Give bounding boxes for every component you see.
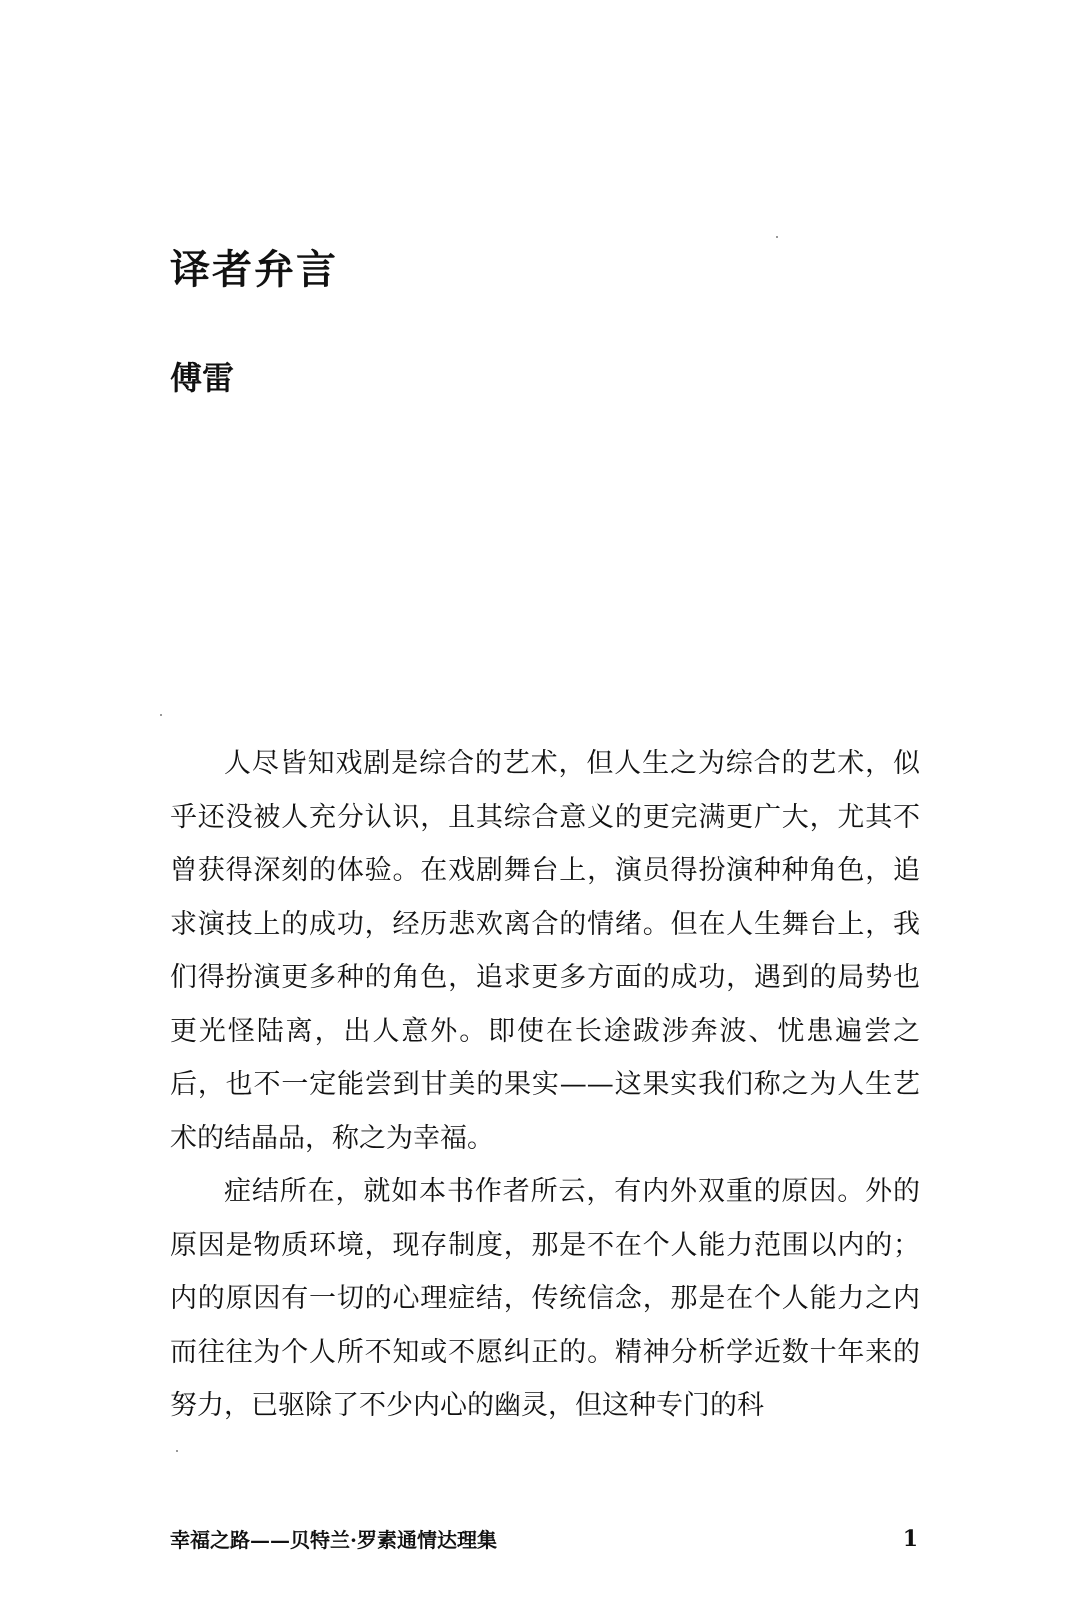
body-text xyxy=(170,737,920,1433)
chapter-title: 译者弁言 xyxy=(170,246,338,293)
page-number: 1 xyxy=(902,1526,918,1552)
author-name: 傅雷 xyxy=(170,359,235,397)
paragraph: 人尽皆知戏剧是综合的艺术，但人生之为综合的艺术，似乎还没被人充分认识，且其综合意义的更完满更广大，尤其不曾获得深刻的体验。在戏剧舞台上，演员得扮演种种角色，追求演技上的成功，经历悲欢离合的情绪。但在人生舞台上，我们得扮演更多种的角色，追求更多方面的成功，遇到的局势也更光怪陆离，出人意外。即使在长途跋涉奔波、忧患遍尝之后，也不一定能尝到甘美的果实——这果实我们称之为人生艺术的结晶品，称之为幸福。 xyxy=(170,748,920,1154)
footer-book-title: 幸福之路——贝特兰·罗素通情达理集 xyxy=(170,1528,497,1552)
scan-speck xyxy=(176,1450,178,1452)
paragraph: 症结所在，就如本书作者所云，有内外双重的原因。外的原因是物质环境，现存制度，那是不在个人能力范围以内的；内的原因有一切的心理症结，传统信念，那是在个人能力之内而往往为个人所不知或不愿纠正的。精神分析学近数十年来的努力，已驱除了不少内心的幽灵，但这种专门的科 xyxy=(170,1176,920,1421)
scan-speck xyxy=(776,236,778,238)
scan-speck xyxy=(160,714,162,716)
